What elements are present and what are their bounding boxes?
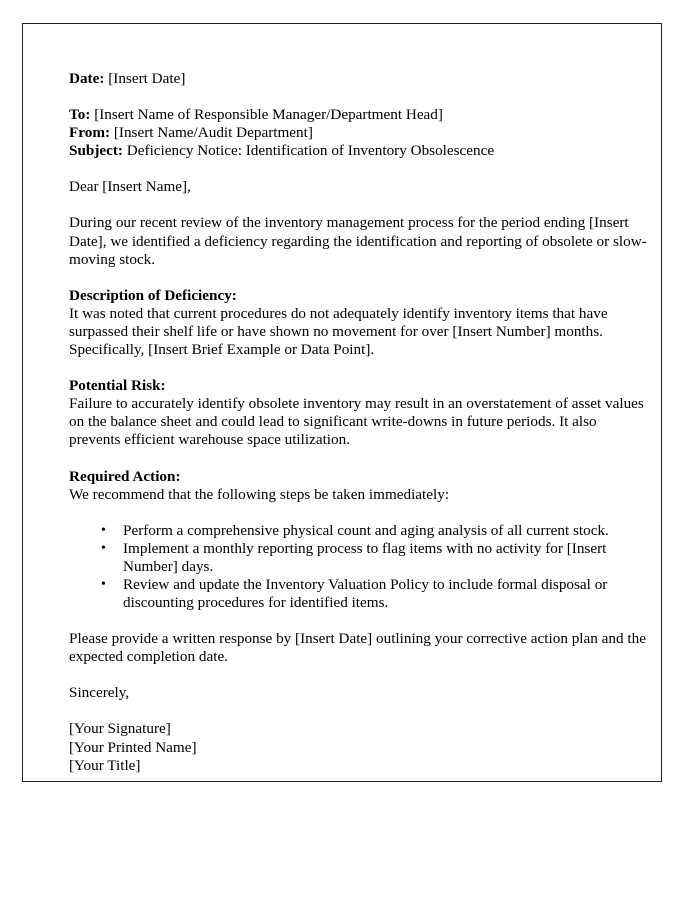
section-heading-description: Description of Deficiency: [69,286,237,304]
subject-label: Subject: [69,142,123,160]
salutation: Dear [Insert Name], [69,178,191,196]
list-item: • Implement a monthly reporting process to flag items with no activity for [Insert Number] days. [111,540,647,576]
spacer-after-potential-risk [69,450,647,468]
from-value: [Insert Name/Audit Department] [113,124,313,142]
to-label: To: [69,106,91,124]
date-label: Date: [69,70,105,87]
list-item: • Review and update the Inventory Valuation Policy to include formal disposal or discounting procedures for identified items. [111,576,647,612]
to-value: [Insert Name of Responsible Manager/Department Head] [94,106,443,124]
section-heading-potential-risk: Potential Risk: [69,377,166,395]
spacer-before-action-list [69,504,647,522]
section-heading-required-action: Required Action: [69,467,181,485]
spacer-after-description [69,359,647,377]
sender-line [69,124,647,142]
spacer-after-date [69,88,647,106]
date-line [69,70,647,88]
printed-name-line: [Your Printed Name] [69,738,197,756]
from-label: From: [69,124,111,142]
closing-paragraph: Please provide a written response by [Insert Date] outlining your corrective action plan and the expected completion date. [69,630,646,666]
spacer-after-action-list [69,612,647,630]
title-line: [Your Title] [69,756,141,774]
subject-value: Deficiency Notice: Identification of Inventory Obsolescence [126,142,495,160]
spacer-before-signature [69,702,647,720]
required-action-list [69,522,647,612]
section-body-required-action: We recommend that the following steps be taken immediately: [69,485,450,503]
signature-block [69,720,647,774]
date-value: [Insert Date] [108,70,186,87]
intro-paragraph: During our recent review of the inventory management process for the period ending [Insert Date], we identified a deficiency regarding the identification and reporting of obsolete or slow-moving stock. [69,214,647,268]
recipient-line [69,106,647,124]
subject-line [69,142,647,160]
valediction: Sincerely, [69,684,130,702]
spacer-after-intro [69,269,647,287]
document-page-border [22,23,662,782]
spacer-after-salutation [69,196,647,214]
spacer-after-subject [69,160,647,178]
section-body-description: It was noted that current procedures do not adequately identify inventory items that have surpassed their shelf life or have shown no movement for over [Insert Number] months. Specifically, [Insert Brief Example or Data Point]. [69,304,608,359]
document-body [69,70,647,775]
spacer-after-closing [69,666,647,684]
list-item: • Perform a comprehensive physical count and aging analysis of all current stock. [111,522,647,540]
signature-line: [Your Signature] [69,720,171,738]
section-body-potential-risk: Failure to accurately identify obsolete inventory may result in an overstatement of asset values on the balance sheet and could lead to significant write-downs in future periods. It also prevents efficient warehouse space utilization. [69,395,644,449]
